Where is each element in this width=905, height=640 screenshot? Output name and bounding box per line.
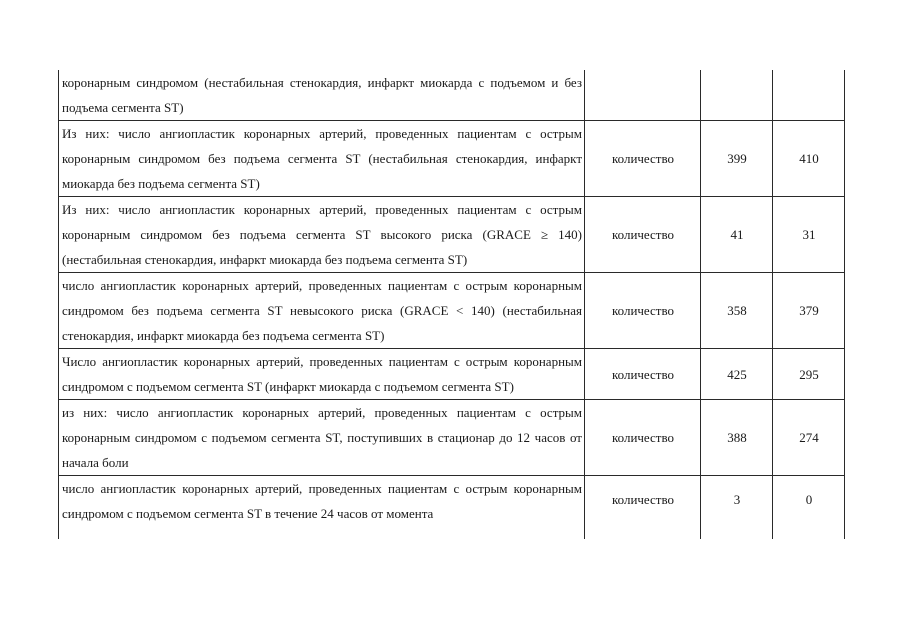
row-value-2: 274	[773, 400, 845, 476]
row-unit: количество	[585, 476, 701, 540]
row-value-1: 41	[701, 197, 773, 273]
row-description: Из них: число ангиопластик коронарных артерий, проведенных пациентам с острым коронарным синдромом без подъема сегмента ST высокого риска (GRACE ≥ 140) (нестабильная стенокардия, инфаркт миокарда без подъема сегмента ST)	[59, 197, 585, 273]
table-row	[59, 121, 845, 197]
table-row	[59, 70, 845, 121]
table-row	[59, 273, 845, 349]
row-description: коронарным синдромом (нестабильная стенокардия, инфаркт миокарда с подъемом и без подъема сегмента ST)	[59, 70, 585, 121]
row-description: Из них: число ангиопластик коронарных артерий, проведенных пациентам с острым коронарным синдромом без подъема сегмента ST (нестабильная стенокардия, инфаркт миокарда без подъема сегмента ST)	[59, 121, 585, 197]
row-value-2: 410	[773, 121, 845, 197]
row-unit: количество	[585, 349, 701, 400]
row-description: число ангиопластик коронарных артерий, проведенных пациентам с острым коронарным синдромом без подъема сегмента ST невысокого риска (GRACE < 140) (нестабильная стенокардия, инфаркт миокарда без подъема сегмента ST)	[59, 273, 585, 349]
row-value-2	[773, 70, 845, 121]
row-value-2: 0	[773, 476, 845, 540]
statistics-table	[58, 70, 845, 539]
table-row	[59, 400, 845, 476]
row-value-2: 31	[773, 197, 845, 273]
row-unit: количество	[585, 197, 701, 273]
row-description: число ангиопластик коронарных артерий, проведенных пациентам с острым коронарным синдромом с подъемом сегмента ST в течение 24 часов от момента	[59, 476, 585, 540]
row-description: из них: число ангиопластик коронарных артерий, проведенных пациентам с острым коронарным синдромом с подъемом сегмента ST, поступивших в стационар до 12 часов от начала боли	[59, 400, 585, 476]
table-row	[59, 197, 845, 273]
table-row	[59, 349, 845, 400]
row-unit: количество	[585, 400, 701, 476]
row-unit	[585, 70, 701, 121]
row-description: Число ангиопластик коронарных артерий, проведенных пациентам с острым коронарным синдромом с подъемом сегмента ST (инфаркт миокарда с подъемом сегмента ST)	[59, 349, 585, 400]
row-unit: количество	[585, 121, 701, 197]
row-value-1: 425	[701, 349, 773, 400]
row-value-2: 295	[773, 349, 845, 400]
row-value-1: 3	[701, 476, 773, 540]
table-row	[59, 476, 845, 540]
row-value-1: 399	[701, 121, 773, 197]
row-value-1: 388	[701, 400, 773, 476]
row-value-1	[701, 70, 773, 121]
row-value-2: 379	[773, 273, 845, 349]
row-unit: количество	[585, 273, 701, 349]
row-value-1: 358	[701, 273, 773, 349]
